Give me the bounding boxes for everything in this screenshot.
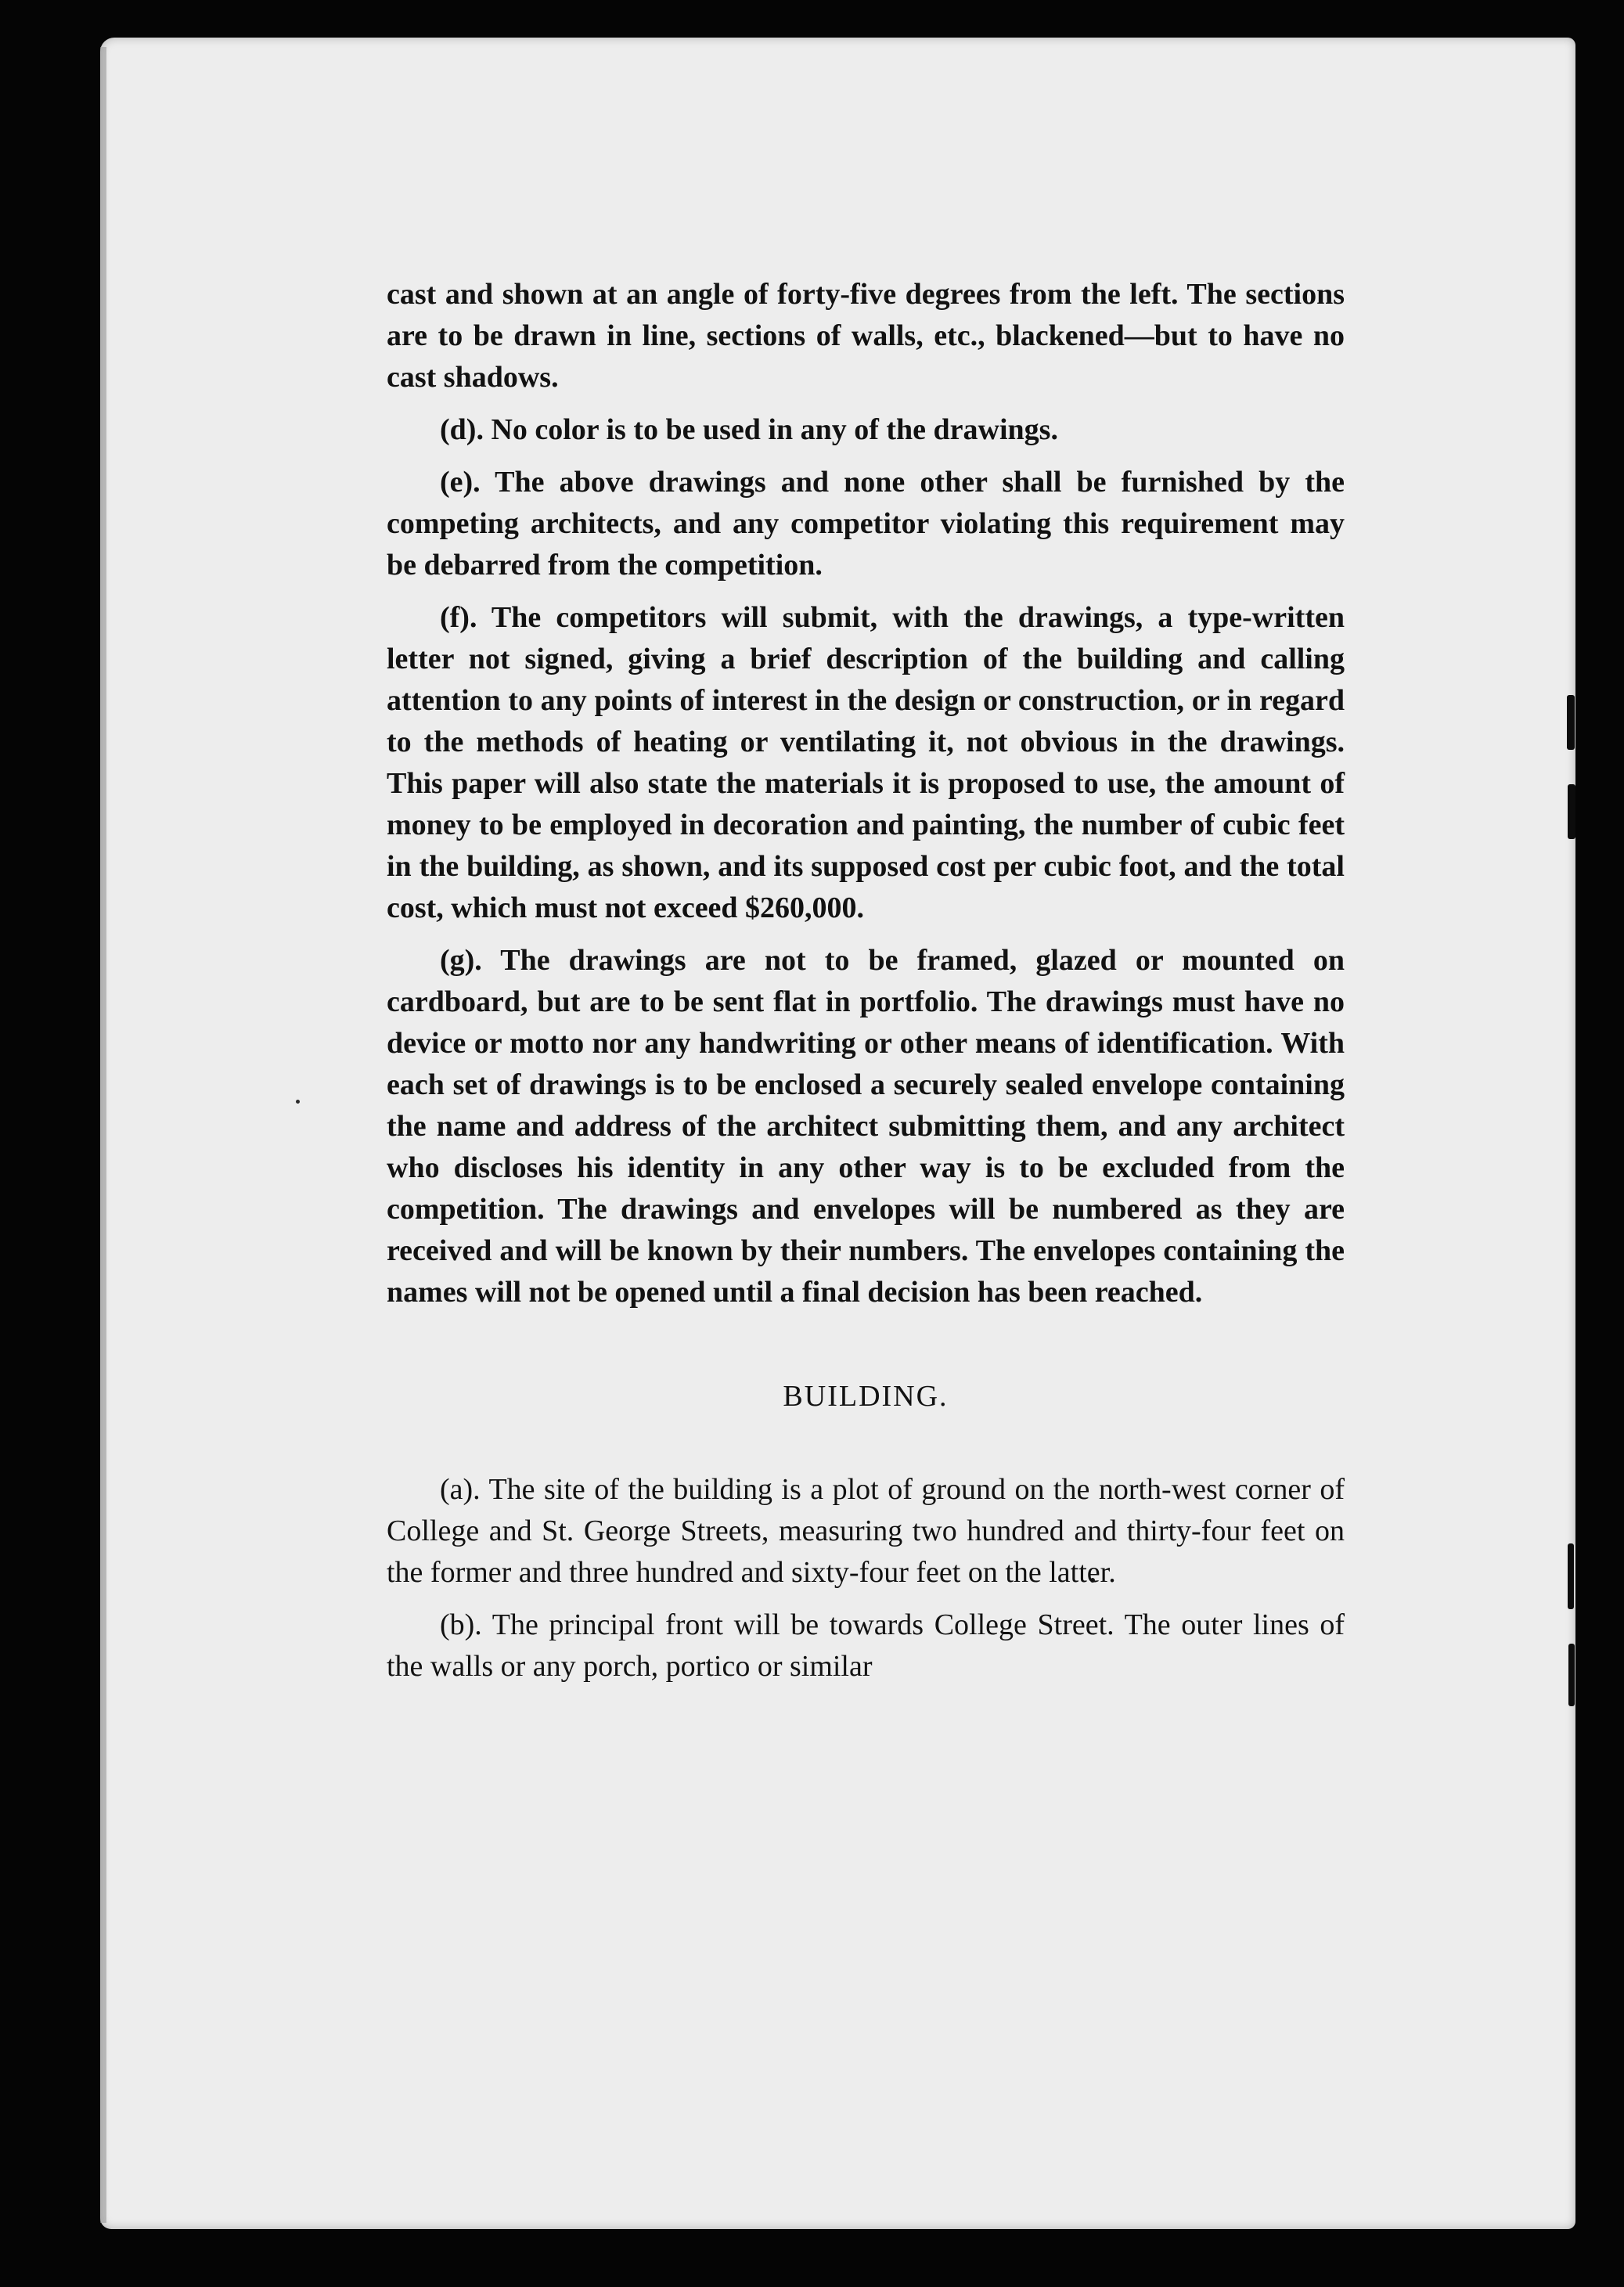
section-heading: BUILDING. [783, 1380, 949, 1413]
paragraph-building-a: (a). The site of the building is a plot of ground on the north-west corner of College and St. George Streets, measuring two hundred and thirty-four feet on the former and three hundred and sixty-four feet on the latter. [387, 1473, 1345, 1589]
scan-mark [1568, 784, 1575, 839]
scan-mark [1568, 1543, 1574, 1609]
paragraph-building-b: (b). The principal front will be towards College Street. The outer lines of the walls or any porch, portico or similar [387, 1608, 1345, 1683]
paragraph-g: (g). The drawings are not to be framed, glazed or mounted on cardboard, but are to be sent flat in portfolio. The drawings must have no device or motto nor any handwriting or other means of identification. With each set of drawings is to be enclosed a securely sealed envelope containing the name and address of the architect submitting them, and any architect who discloses his identity in any other way is to be excluded from the competition. The drawings and envelopes will be numbered as they are received and will be known by their numbers. The envelopes containing the names will not be opened until a final decision has been reached. [387, 944, 1345, 1309]
page-edge-shadow [100, 47, 106, 2223]
scan-speck [296, 1100, 300, 1104]
paragraph-e: (e). The above drawings and none other shall be furnished by the competing architects, and any competitor violating this requirement may be debarred from the competition. [387, 466, 1345, 582]
paragraph-f: (f). The competitors will submit, with the drawings, a type-written letter not signed, giving a brief description of the building and calling attention to any points of interest in the design or construction, or in regard to the methods of heating or ventilating it, not obvious in the drawings. This paper will also state the materials it is proposed to use, the amount of money to be employed in decoration and painting, the number of cubic feet in the building, as shown, and its supposed cost per cubic foot, and the total cost, which must not exceed $260,000. [387, 601, 1345, 924]
paragraph-continuation: cast and shown at an angle of forty-five degrees from the left. The sections are to be drawn in line, sections of walls, etc., blackened—but to have no cast shadows. [387, 278, 1345, 394]
page-body [387, 274, 1345, 1687]
scan-mark [1568, 1644, 1575, 1706]
scan-mark [1567, 695, 1575, 750]
paragraph-d: (d). No color is to be used in any of the drawings. [440, 413, 1058, 446]
